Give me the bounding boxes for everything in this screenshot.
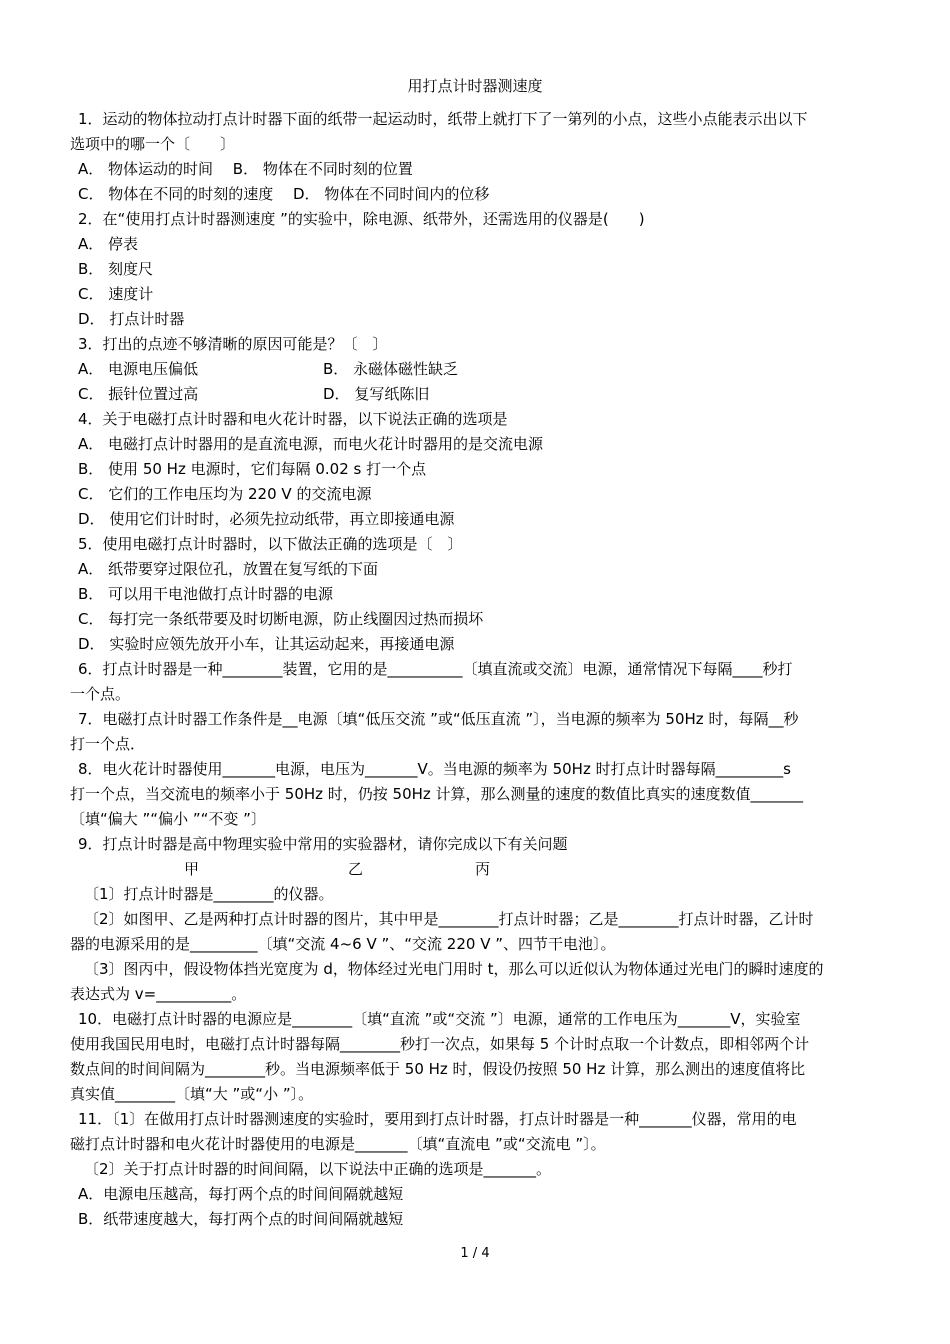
q1-options-cd: C． 物体在不同的时刻的速度 D． 物体在不同时间内的位移 [78,185,490,203]
q7-stem: 7．电磁打点计时器工作条件是__电源〔填“低压交流 ”或“低压直流 ”〕，当电源的频率为 50Hz 时，每隔__秒 [78,710,799,728]
figure-label-yi: 乙 [348,860,364,878]
q7-stem-cont: 打一个点． [70,735,146,753]
document-body [70,107,885,1232]
q11-part2: 〔2〕关于打点计时器的时间间隔，以下说法中正确的选项是_______。 [84,1160,552,1178]
q11-part1: 11．〔1〕在做用打点计时器测速度的实验时，要用到打点计时器，打点计时器是一种_______仪器，常用的电 [78,1110,797,1128]
q5-option-c: C． 每打完一条纸带要及时切断电源，防止线圈因过热而损坏 [78,610,484,628]
q10-stem-cont3: 真实值________〔填“大 ”或“小 ”〕。 [70,1085,314,1103]
q11-part1-cont: 磁打点计时器和电火花计时器使用的电源是_______〔填“直流电 ”或“交流电 ”〕。 [70,1135,606,1153]
q9-part2: 〔2〕如图甲、乙是两种打点计时器的图片，其中甲是________打点计时器；乙是________打点计时器，乙计时 [84,910,814,928]
q8-stem-cont: 打一个点，当交流电的频率小于 50Hz 时，仍按 50Hz 计算，那么测量的速度的数值比真实的速度数值_______ [70,785,804,803]
q9-part1: 〔1〕打点计时器是________的仪器。 [84,885,334,903]
q6-stem: 6．打点计时器是一种________装置，它用的是__________〔填直流或交流〕电源，通常情况下每隔____秒打 [78,660,793,678]
q4-option-b: B． 使用 50 Hz 电源时，它们每隔 0.02 s 打一个点 [78,460,427,478]
figure-label-jia: 甲 [184,860,200,878]
page-number: 1 / 4 [460,1246,490,1261]
q3-option-b: B． 永磁体磁性缺乏 [323,360,459,378]
q10-stem-cont: 使用我国民用电时，电磁打点计时器每隔________秒打一次点，如果每 5 个计时点取一个计数点，即相邻两个计 [70,1035,810,1053]
q3-stem: 3．打出的点迹不够清晰的原因可能是？〔 〕 [78,335,388,353]
q11-option-a: A．电源电压越高，每打两个点的时间间隔就越短 [78,1185,404,1203]
q3-option-a: A． 电源电压偏低 [78,360,199,378]
q3-options-ab [70,357,885,382]
q9-part3: 〔3〕图丙中，假设物体挡光宽度为 d，物体经过光电门用时 t，那么可以近似认为物体通过光电门的瞬时速度的 [84,960,824,978]
q4-stem: 4．关于电磁打点计时器和电火花计时器，以下说法正确的选项是 [78,410,508,428]
q2-option-a: A． 停表 [78,235,139,253]
q1-options-ab: A． 物体运动的时间 B． 物体在不同时刻的位置 [78,160,413,178]
q3-options-cd [70,382,885,407]
page-title: 用打点计时器测速度 [407,77,543,95]
q10-stem-cont2: 数点间的时间间隔为________秒。当电源频率低于 50 Hz 时，假设仍按照 50 Hz 计算，那么测出的速度值将比 [70,1060,806,1078]
q9-stem: 9．打点计时器是高中物理实验中常用的实验器材，请你完成以下有关问题 [78,835,568,853]
q2-option-d: D． 打点计时器 [78,310,185,328]
q2-stem: 2．在“使用打点计时器测速度 ”的实验中，除电源、纸带外，还需选用的仪器是( ) [78,210,645,228]
q3-option-c: C． 振针位置过高 [78,385,199,403]
q4-option-a: A． 电磁打点计时器用的是直流电源，而电火花计时器用的是交流电源 [78,435,544,453]
q2-option-b: B． 刻度尺 [78,260,154,278]
q1-stem-cont: 选项中的哪一个〔 〕 [70,135,236,153]
q5-option-b: B． 可以用干电池做打点计时器的电源 [78,585,334,603]
figure-labels [70,857,885,882]
q9-part3-cont: 表达式为 v=__________。 [70,985,247,1003]
q5-option-a: A． 纸带要穿过限位孔，放置在复写纸的下面 [78,560,379,578]
q3-option-d: D． 复写纸陈旧 [323,385,430,403]
q4-option-d: D． 使用它们计时时，必须先拉动纸带，再立即接通电源 [78,510,455,528]
q8-stem-cont2: 〔填“偏大 ”“偏小 ”“不变 ”〕 [70,810,266,828]
q2-option-c: C． 速度计 [78,285,154,303]
q9-part2-cont: 器的电源采用的是_________〔填“交流 4~6 V ”、“交流 220 V ”、四节干电池〕。 [70,935,616,953]
q8-stem: 8．电火花计时器使用_______电源，电压为_______V。当电源的频率为 50Hz 时打点计时器每隔_________s [78,760,791,778]
q10-stem: 10．电磁打点计时器的电源应是________〔填“直流 ”或“交流 ”〕电源，通常的工作电压为_______V，实验室 [78,1010,801,1028]
q1-stem: 1．运动的物体拉动打点计时器下面的纸带一起运动时，纸带上就打下了一第列的小点，这些小点能表示出以下 [78,110,808,128]
figure-label-bing: 丙 [475,860,491,878]
q5-option-d: D． 实验时应领先放开小车，让其运动起来，再接通电源 [78,635,455,653]
q11-option-b: B．纸带速度越大，每打两个点的时间间隔就越短 [78,1210,404,1228]
q4-option-c: C． 它们的工作电压均为 220 V 的交流电源 [78,485,372,503]
q6-stem-cont: 一个点。 [70,685,131,703]
q5-stem: 5．使用电磁打点计时器时，以下做法正确的选项是〔 〕 [78,535,463,553]
